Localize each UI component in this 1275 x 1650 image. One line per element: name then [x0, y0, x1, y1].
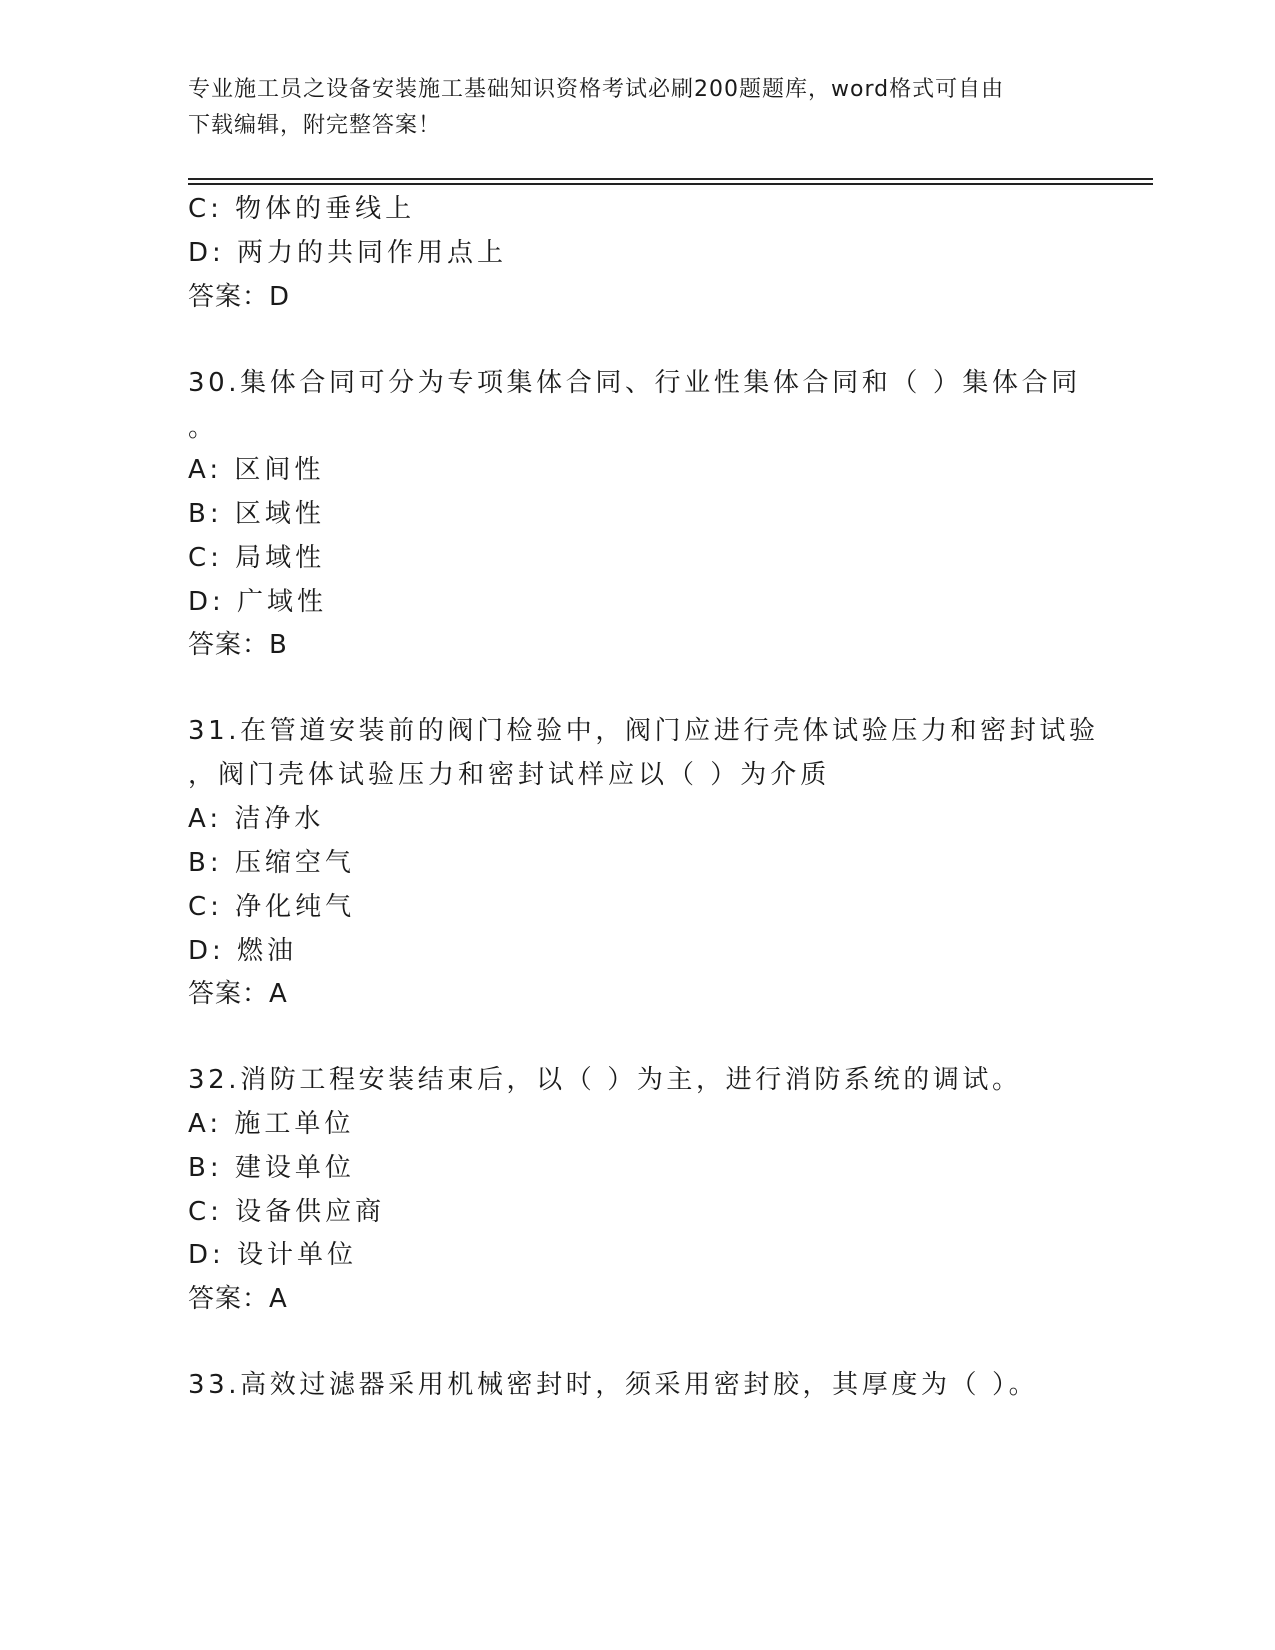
question-30-option-b: B: 区域性 — [188, 499, 325, 529]
document-header — [188, 72, 1088, 144]
header-title-line-1: 专业施工员之设备安装施工基础知识资格考试必刷200题题库，word格式可自由 — [188, 77, 1005, 102]
question-30-stem: 30.集体合同可分为专项集体合同、行业性集体合同和（ ）集体合同 — [188, 368, 1081, 398]
header-title-line-2: 下载编辑，附完整答案！ — [188, 113, 442, 138]
question-32-option-a: A: 施工单位 — [188, 1109, 355, 1139]
prev-question-answer: 答案：D — [188, 282, 291, 312]
prev-question-option-c: C: 物体的垂线上 — [188, 194, 416, 224]
question-30-option-c: C: 局域性 — [188, 543, 326, 573]
question-32-option-d: D: 设计单位 — [188, 1240, 358, 1270]
question-31-option-a: A: 洁净水 — [188, 804, 325, 834]
question-31-stem-continued: ，阀门壳体试验压力和密封试样应以（ ）为介质 — [188, 760, 831, 790]
prev-question-option-d: D: 两力的共同作用点上 — [188, 238, 508, 268]
question-32-option-c: C: 设备供应商 — [188, 1197, 386, 1227]
question-31-stem: 31.在管道安装前的阀门检验中，阀门应进行壳体试验压力和密封试验 — [188, 716, 1099, 746]
question-30-answer: 答案：B — [188, 630, 288, 660]
question-32-option-b: B: 建设单位 — [188, 1153, 355, 1183]
question-32-stem: 32.消防工程安装结束后，以（ ）为主，进行消防系统的调试。 — [188, 1065, 1022, 1095]
question-31-option-c: C: 净化纯气 — [188, 892, 356, 922]
question-30-option-d: D: 广域性 — [188, 587, 328, 617]
question-32-answer: 答案：A — [188, 1284, 288, 1314]
header-divider-bottom — [188, 183, 1153, 185]
question-31-option-b: B: 压缩空气 — [188, 848, 355, 878]
question-30-stem-continued: 。 — [188, 413, 219, 443]
question-31-answer: 答案：A — [188, 979, 288, 1009]
question-31-option-d: D: 燃油 — [188, 936, 298, 966]
question-30-option-a: A: 区间性 — [188, 455, 325, 485]
header-divider-top — [188, 178, 1153, 180]
question-33-stem: 33.高效过滤器采用机械密封时，须采用密封胶，其厚度为（ ）。 — [188, 1370, 1039, 1400]
